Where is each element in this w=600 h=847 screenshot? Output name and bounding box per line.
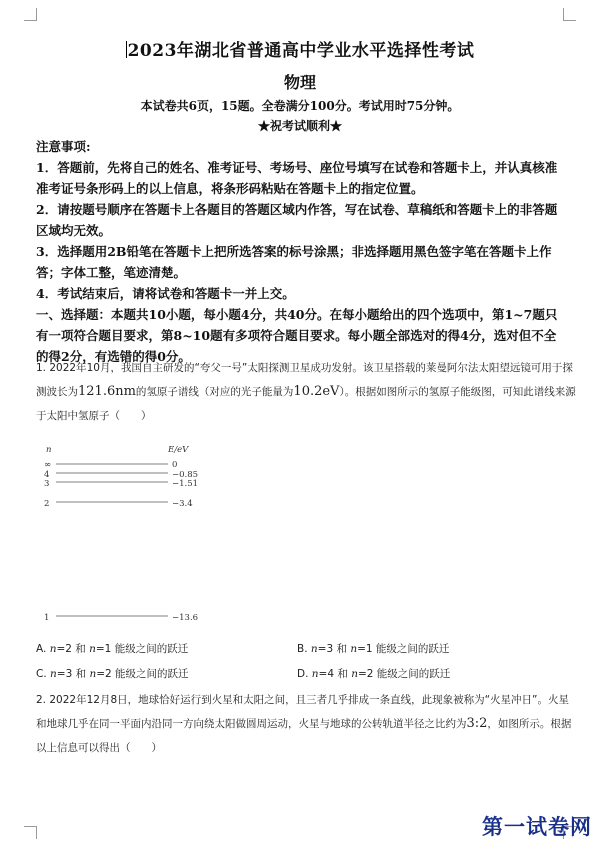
question-2-stem: [36, 688, 576, 760]
corner-mark-top-left: [24, 8, 37, 21]
option-d-var1: n: [311, 668, 319, 680]
level-label-3: 3: [44, 479, 50, 489]
option-a-letter: A.: [36, 643, 47, 655]
option-a-text2: =1 能级之间的跃迁: [95, 643, 189, 655]
option-b-text1: =3 和: [317, 643, 351, 655]
q2-text-part1: 2. 2022年12月8日，地球恰好运行到火星和太阳之间，且三者几乎排成一条直线，此现象被称为“火星冲日”。火星和地球几乎在同一平面内沿同一方向绕太阳做圆周运动，火星与地球的公转轨道半径之比约为: [36, 694, 569, 730]
subject-title: 物理: [283, 73, 316, 92]
note-item-2: 2．请按题号顺序在答题卡上各题目的答题区域内作答，写在试卷、草稿纸和答题卡上的非答题区域均无效。: [36, 202, 558, 238]
q1-option-a[interactable]: [36, 641, 188, 656]
level-label-inf: ∞: [44, 460, 52, 470]
option-d-text1: =4 和: [318, 668, 352, 680]
corner-mark-top-right: [563, 8, 576, 21]
option-d-letter: D.: [297, 668, 309, 680]
option-c-var1: n: [50, 668, 57, 680]
level-energy-3: −1.51: [172, 479, 199, 489]
option-c-text2: =2 能级之间的跃迁: [96, 668, 189, 680]
q1-option-c[interactable]: [36, 666, 189, 681]
option-a-var2: n: [89, 643, 96, 655]
notes-block: [36, 136, 566, 367]
exam-title-text: 2023年湖北省普通高中学业水平选择性考试: [127, 41, 475, 61]
exam-wish: ★祝考试顺利★: [257, 119, 342, 133]
q1-energy: 10.2eV: [293, 384, 340, 399]
exam-title: [0, 36, 600, 61]
option-d-var2: n: [351, 668, 358, 680]
option-c-letter: C.: [36, 668, 47, 680]
q1-wavelength: 121.6nm: [78, 384, 136, 399]
level-label-2: 2: [44, 499, 50, 509]
option-a-var1: n: [49, 643, 57, 655]
option-d-text2: =2 能级之间的跃迁: [357, 668, 451, 680]
diagram-n-label: n: [46, 445, 52, 455]
q1-option-b[interactable]: [297, 641, 449, 656]
q2-text-part2: ，如图所示。根据以上信息可以得出（ ）: [36, 718, 572, 754]
level-energy-4: −0.85: [172, 470, 199, 480]
option-b-var2: n: [350, 643, 358, 655]
corner-mark-bottom-left: [24, 826, 37, 839]
level-energy-1: −13.6: [172, 613, 199, 623]
option-b-text2: =1 能级之间的跃迁: [357, 643, 450, 655]
note-item-3: 3．选择题用2B铅笔在答题卡上把所选答案的标号涂黑；非选择题用黑色签字笔在答题卡上作答；字体工整，笔迹清楚。: [36, 244, 552, 280]
question-1-stem: [36, 356, 576, 428]
site-watermark: 第一试卷网: [482, 815, 592, 839]
level-energy-inf: 0: [172, 460, 178, 470]
option-c-text1: =3 和: [56, 668, 90, 680]
level-energy-2: −3.4: [172, 499, 193, 509]
q2-ratio: 3:2: [466, 716, 488, 731]
notes-heading: 注意事项:: [36, 139, 91, 154]
level-label-4: 4: [44, 470, 50, 480]
diagram-energy-label: E/eV: [168, 445, 189, 455]
section-heading: 一、选择题：本题共10小题，每小题4分，共40分。在每小题给出的四个选项中，第1~7题只有一项符合题目要求，第8~10题有多项符合题目要求。每小题全部选对的得4分，选对但不全的得2分，有选错的得0分。: [36, 307, 558, 364]
text-cursor: [126, 41, 127, 58]
option-b-var1: n: [310, 643, 318, 655]
option-a-text1: =2 和: [56, 643, 90, 655]
exam-info: 本试卷共6页，15题。全卷满分100分。考试用时75分钟。: [140, 99, 460, 113]
q1-option-d[interactable]: [297, 666, 450, 681]
option-c-var2: n: [89, 668, 97, 680]
note-item-1: 1．答题前，先将自己的姓名、准考证号、考场号、座位号填写在试卷和答题卡上，并认真核准准考证号条形码上的以上信息，将条形码粘贴在答题卡上的指定位置。: [36, 160, 558, 196]
q1-text-part3: ）。根据如图所示的氢原子能级图，可知此谱线来源于太阳中氢原子（ ）: [36, 386, 576, 422]
q1-text-part2: 的氢原子谱线（对应的光子能量为: [135, 386, 294, 398]
option-b-letter: B.: [297, 643, 308, 655]
note-item-4: 4．考试结束后，请将试卷和答题卡一并上交。: [36, 286, 295, 301]
energy-level-diagram: [36, 440, 236, 630]
q1-text-part1: 1. 2022年10月，我国自主研发的“夸父一号”太阳探测卫星成功发射。该卫星搭载的莱曼阿尔法太阳望远镜可用于探测波长为: [36, 362, 573, 398]
level-label-1: 1: [44, 613, 50, 623]
